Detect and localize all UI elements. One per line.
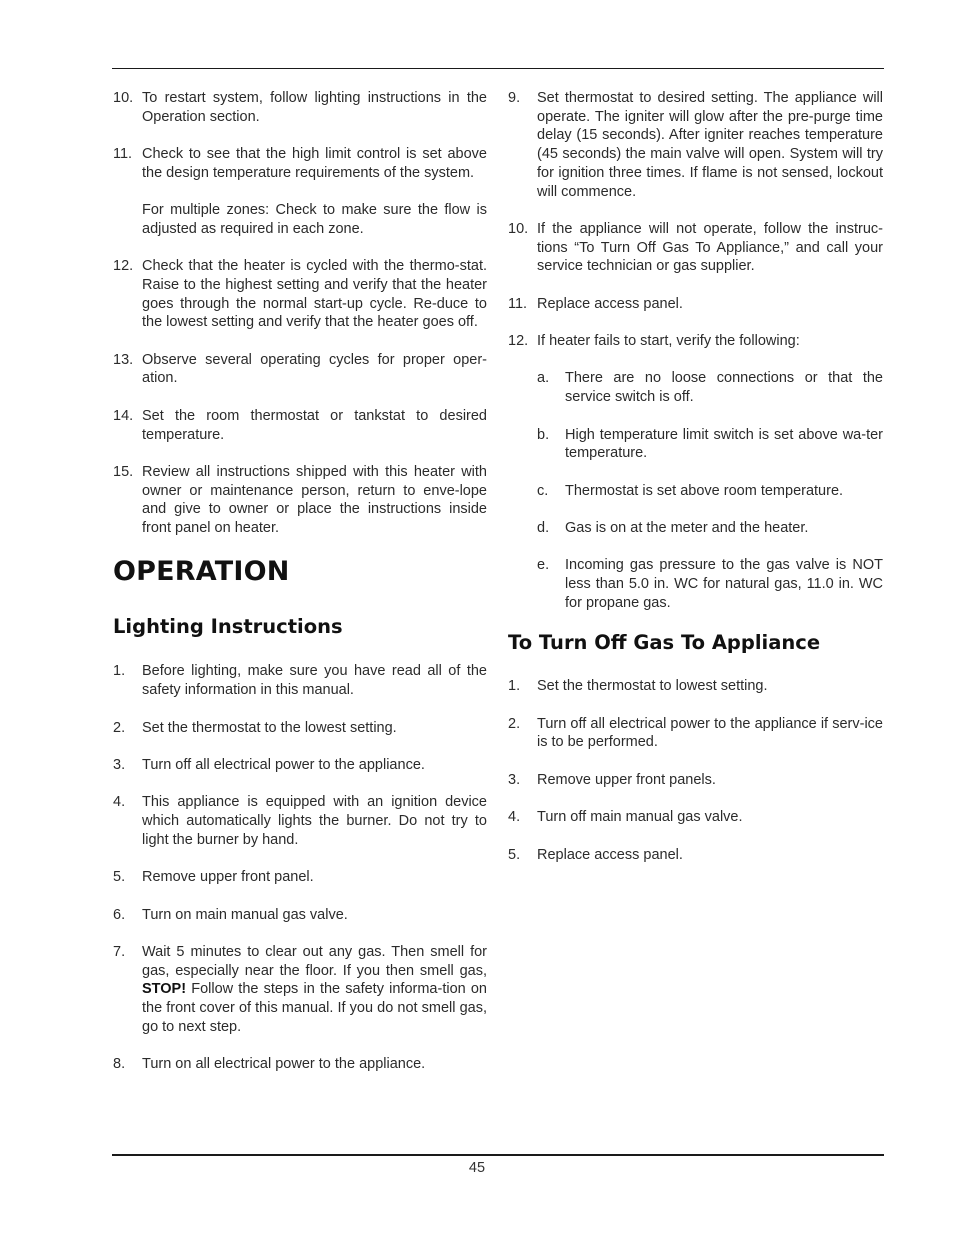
item-number: 12. bbox=[113, 258, 134, 275]
check-item bbox=[508, 426, 883, 463]
item-text-after: Follow the steps in the safety informa-tion on the front cover of this manual. If you do not smell gas, go to next step. bbox=[142, 981, 488, 1035]
item-number: 2. bbox=[113, 719, 126, 736]
item-number: 4. bbox=[113, 794, 126, 811]
item-text: Remove upper front panels. bbox=[537, 771, 716, 788]
item-text: If the appliance will not operate, follow the instruc-tions “To Turn Off Gas To Appliance,” and call your service technician or gas supplier. bbox=[537, 220, 883, 275]
item-number: 6. bbox=[113, 906, 126, 923]
list-item bbox=[113, 145, 487, 239]
item-text: Check that the heater is cycled with the thermo-stat. Raise to the highest setting and verify that the heater goes through the normal start-up cycle. Re-duce to the lowest setting and verify that the heater goes off. bbox=[142, 258, 487, 331]
item-number: 3. bbox=[508, 771, 521, 788]
list-item bbox=[113, 662, 487, 699]
item-number: 5. bbox=[508, 846, 521, 863]
check-text: Gas is on at the meter and the heater. bbox=[565, 520, 809, 537]
check-letter: e. bbox=[537, 557, 550, 574]
item-text: To restart system, follow lighting instructions in the Operation section. bbox=[142, 90, 487, 125]
item-number: 10. bbox=[113, 90, 134, 106]
item-number: 7. bbox=[113, 943, 126, 960]
list-item bbox=[113, 756, 487, 775]
list-item bbox=[508, 715, 883, 752]
list-item bbox=[113, 943, 487, 1037]
right-column bbox=[508, 89, 883, 883]
item-number: 4. bbox=[508, 809, 521, 826]
item-text bbox=[142, 943, 487, 1037]
item-number: 10. bbox=[508, 220, 529, 237]
item-number: 13. bbox=[113, 351, 134, 368]
list-item bbox=[113, 351, 487, 388]
item-number: 11. bbox=[508, 295, 528, 312]
item-text: Set the thermostat to the lowest setting. bbox=[142, 719, 397, 736]
item-text: Before lighting, make sure you have read all of the safety information in this manual. bbox=[142, 663, 487, 699]
list-item bbox=[113, 407, 487, 444]
list-item bbox=[508, 808, 883, 827]
item-text: Turn on all electrical power to the appliance. bbox=[142, 1056, 426, 1073]
item-text: Replace access panel. bbox=[537, 846, 683, 863]
check-text: There are no loose connections or that the service switch is off. bbox=[565, 370, 883, 406]
item-text: Remove upper front panel. bbox=[142, 869, 314, 886]
turn-off-gas-heading: To Turn Off Gas To Appliance bbox=[508, 631, 821, 655]
list-item bbox=[508, 332, 883, 351]
header-rule bbox=[112, 68, 884, 69]
item-text-before: Wait 5 minutes to clear out any gas. Then smell for gas, especially near the floor. If you then smell gas, bbox=[142, 943, 487, 979]
item-text: Set the room thermostat or tankstat to desired temperature. bbox=[142, 407, 487, 443]
check-text: High temperature limit switch is set above wa-ter temperature. bbox=[565, 426, 883, 462]
item-number: 11. bbox=[113, 146, 133, 163]
item-number: 3. bbox=[113, 756, 126, 773]
item-number: 2. bbox=[508, 715, 521, 732]
list-item bbox=[508, 846, 883, 865]
list-item bbox=[113, 89, 487, 126]
item-text: Replace access panel. bbox=[537, 295, 683, 312]
check-item bbox=[508, 519, 883, 538]
list-item bbox=[113, 719, 487, 738]
check-letter: a. bbox=[537, 370, 550, 387]
list-item bbox=[113, 463, 487, 538]
item-text: This appliance is equipped with an ignition device which automatically lights the burner. Do not try to light the burner by hand. bbox=[142, 794, 487, 848]
list-item bbox=[508, 677, 883, 696]
list-item bbox=[113, 257, 487, 332]
check-letter: b. bbox=[537, 426, 550, 443]
item-text: Turn off all electrical power to the appliance. bbox=[142, 756, 425, 773]
item-number: 12. bbox=[508, 333, 529, 350]
item-note: For multiple zones: Check to make sure the flow is adjusted as required in each zone. bbox=[142, 202, 487, 237]
item-number: 15. bbox=[113, 463, 134, 480]
list-item bbox=[508, 89, 883, 201]
list-item bbox=[508, 295, 883, 314]
item-text: Check to see that the high limit control is set above the design temperature requirements of the system. bbox=[142, 146, 487, 181]
item-number: 1. bbox=[508, 678, 521, 695]
item-number: 9. bbox=[508, 90, 521, 106]
check-letter: d. bbox=[537, 520, 550, 537]
list-item bbox=[508, 771, 883, 790]
item-number: 5. bbox=[113, 869, 126, 886]
check-text: Incoming gas pressure to the gas valve is NOT less than 5.0 in. WC for natural gas, 11.0 in. WC for propane gas. bbox=[565, 557, 883, 611]
item-number: 8. bbox=[113, 1056, 126, 1073]
check-item bbox=[508, 556, 883, 612]
item-text: Set thermostat to desired setting. The appliance will operate. The igniter will glow after the pre-purge time delay (15 seconds). After igniter reaches temperature (45 seconds) the main valve will open. System will try for ignition three times. If flame is not sensed, lockout will commence. bbox=[537, 90, 883, 200]
item-text: Review all instructions shipped with this heater with owner or maintenance person, return to enve-lope and give to owner or place the instructions inside front panel on heater. bbox=[142, 463, 487, 537]
item-text: Turn off main manual gas valve. bbox=[537, 809, 743, 826]
list-item bbox=[508, 220, 883, 276]
item-text: If heater fails to start, verify the following: bbox=[537, 333, 800, 350]
list-item bbox=[113, 1055, 487, 1074]
item-number: 14. bbox=[113, 407, 134, 424]
item-text: Turn off all electrical power to the appliance if serv-ice is to be performed. bbox=[537, 715, 883, 751]
left-column bbox=[113, 89, 487, 1093]
list-item bbox=[113, 868, 487, 887]
item-text: Turn on main manual gas valve. bbox=[142, 906, 348, 923]
check-text: Thermostat is set above room temperature. bbox=[565, 482, 844, 499]
section-title: OPERATION bbox=[113, 556, 290, 588]
lighting-instructions-heading: Lighting Instructions bbox=[113, 615, 343, 639]
stop-emphasis: STOP! bbox=[142, 981, 187, 998]
page-number: 45 bbox=[468, 1160, 486, 1176]
list-item bbox=[113, 906, 487, 925]
item-text: Observe several operating cycles for proper oper-ation. bbox=[142, 351, 487, 387]
item-text: Set the thermostat to lowest setting. bbox=[537, 678, 768, 695]
item-number: 1. bbox=[113, 663, 126, 680]
check-letter: c. bbox=[537, 482, 549, 499]
footer-rule bbox=[112, 1154, 884, 1156]
list-item bbox=[113, 793, 487, 849]
check-item bbox=[508, 482, 883, 501]
check-item bbox=[508, 369, 883, 406]
